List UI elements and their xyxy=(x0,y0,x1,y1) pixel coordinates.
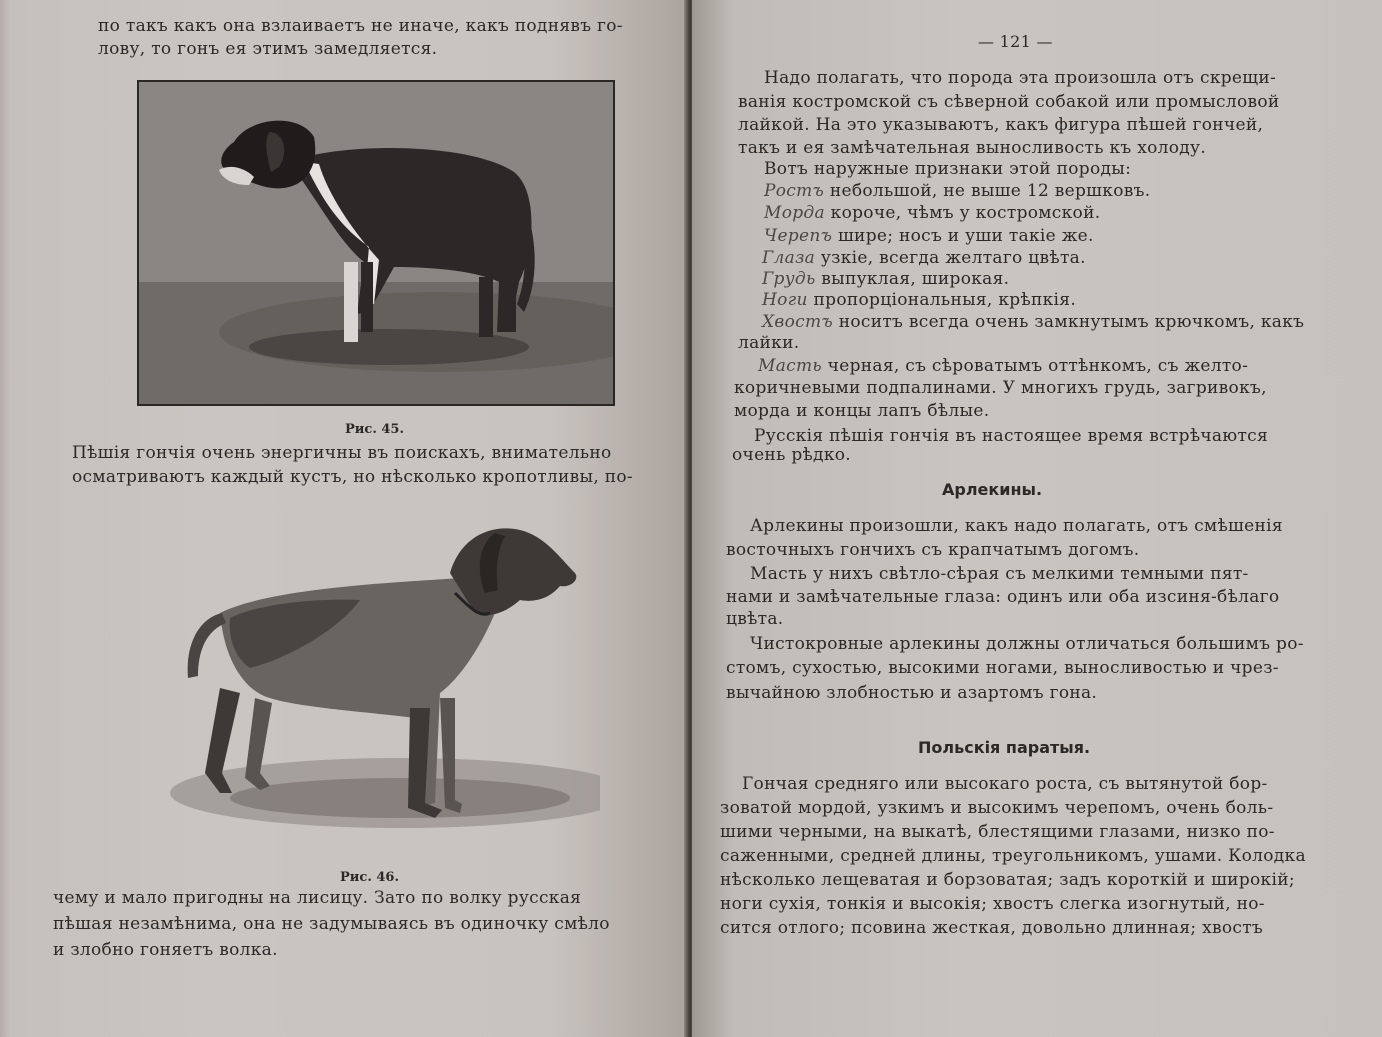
text-line: морда и концы лапъ бѣлые. xyxy=(734,401,990,421)
text-line: восточныхъ гончихъ съ крапчатымъ догомъ. xyxy=(726,540,1140,560)
page-edge xyxy=(0,0,10,1037)
section-heading-harlequins: Арлекины. xyxy=(942,480,1043,499)
trait-text: выпуклая, широкая. xyxy=(821,269,1010,289)
dog-illustration-45 xyxy=(137,80,615,406)
trait-text: короче, чѣмъ у костромской. xyxy=(830,203,1101,223)
section-heading-polish: Польскія паратыя. xyxy=(918,738,1091,757)
trait-text: черная, съ сѣроватымъ оттѣнкомъ, съ желто- xyxy=(827,356,1249,376)
text-line: такъ и ея замѣчательная выносливость къ холоду. xyxy=(738,138,1207,158)
text-line: осматриваютъ каждый кустъ, но нѣсколько кропотливы, по- xyxy=(72,467,633,487)
trait-line xyxy=(762,290,1076,310)
trait-text: носитъ всегда очень замкнутымъ крючкомъ, какъ xyxy=(838,312,1305,332)
trait-text: шире; носъ и уши такіе же. xyxy=(837,226,1094,246)
trait-text: узкіе, всегда желтаго цвѣта. xyxy=(820,248,1086,268)
text-line: нами и замѣчательные глаза: одинъ или оба изсиня-бѣлаго xyxy=(726,587,1280,607)
text-line: Вотъ наружные признаки этой породы: xyxy=(764,159,1132,179)
text-line: нѣсколько лещеватая и борзоватая; задъ короткій и широкій; xyxy=(720,870,1295,890)
trait-term: Хвостъ xyxy=(762,312,834,332)
text-line: лову, то гонъ ея этимъ замедляется. xyxy=(98,39,438,59)
text-line: пѣшая незамѣнима, она не задумываясь въ одиночку смѣло xyxy=(53,914,610,934)
trait-line xyxy=(762,248,1086,268)
text-line: стомъ, сухостью, высокими ногами, выносливостью и чрез- xyxy=(726,658,1279,678)
text-line: зоватой мордой, узкимъ и высокимъ черепомъ, очень боль- xyxy=(720,798,1274,818)
trait-line xyxy=(764,203,1100,223)
trait-line xyxy=(762,312,1304,332)
trait-term: Черепъ xyxy=(764,226,833,246)
text-line: Арлекины произошли, какъ надо полагать, отъ смѣшенія xyxy=(750,516,1283,536)
text-line: сится отлого; псовина жесткая, довольно длинная; хвостъ xyxy=(720,918,1264,938)
figure-caption: Рис. 46. xyxy=(340,870,400,885)
trait-term: Грудь xyxy=(762,269,816,289)
text-line: Русскія пѣшія гончія въ настоящее время встрѣчаются xyxy=(754,426,1268,446)
right-page xyxy=(692,0,1382,1037)
trait-line xyxy=(758,356,1248,376)
trait-term: Масть xyxy=(758,356,822,376)
text-line: Гончая средняго или высокаго роста, съ вытянутой бор- xyxy=(742,774,1268,794)
dog-illustration-46 xyxy=(160,518,600,838)
trait-text: пропорціональныя, крѣпкія. xyxy=(813,290,1077,310)
text-line: и злобно гоняетъ волка. xyxy=(53,940,278,960)
trait-line xyxy=(764,226,1094,246)
dog-drawing-45 xyxy=(139,82,613,404)
text-line: вычайною злобностью и азартомъ гона. xyxy=(726,683,1098,703)
text-line: ванія костромской съ сѣверной собакой или промысловой xyxy=(738,92,1280,112)
page-number: — 121 — xyxy=(978,32,1053,51)
text-line: очень рѣдко. xyxy=(732,445,851,465)
text-line: чему и мало пригодны на лисицу. Зато по волку русская xyxy=(53,888,582,908)
text-line: Масть у нихъ свѣтло-сѣрая съ мелкими темными пят- xyxy=(750,564,1249,584)
text-line: Чистокровные арлекины должны отличаться большимъ ро- xyxy=(750,634,1304,654)
trait-term: Ростъ xyxy=(764,181,825,201)
text-line: цвѣта. xyxy=(726,609,784,629)
trait-term: Глаза xyxy=(762,248,816,268)
text-line: лайкой. На это указываютъ, какъ фигура пѣшей гончей, xyxy=(738,115,1264,135)
text-line: лайки. xyxy=(738,333,800,353)
text-line: шими черными, на выкатѣ, блестящими глазами, низко по- xyxy=(720,822,1275,842)
trait-line xyxy=(764,181,1150,201)
text-line: саженными, средней длины, треугольникомъ, ушами. Колодка xyxy=(720,846,1306,866)
text-line: Пѣшія гончія очень энергичны въ поискахъ, внимательно xyxy=(72,443,612,463)
text-line: коричневыми подпалинами. У многихъ грудь, загривокъ, xyxy=(734,378,1267,398)
text-line: Надо полагать, что порода эта произошла отъ скрещи- xyxy=(764,68,1277,88)
figure-caption: Рис. 45. xyxy=(345,422,405,437)
trait-term: Морда xyxy=(764,203,825,223)
trait-text: небольшой, не выше 12 вершковъ. xyxy=(829,181,1151,201)
trait-term: Ноги xyxy=(762,290,808,310)
left-page xyxy=(0,0,688,1037)
text-line: по такъ какъ она взлаиваетъ не иначе, какъ поднявъ го- xyxy=(98,16,623,36)
trait-line xyxy=(762,269,1009,289)
text-line: ноги сухія, тонкія и высокія; хвостъ слегка изогнутый, но- xyxy=(720,894,1265,914)
dog-drawing-46 xyxy=(160,518,600,838)
